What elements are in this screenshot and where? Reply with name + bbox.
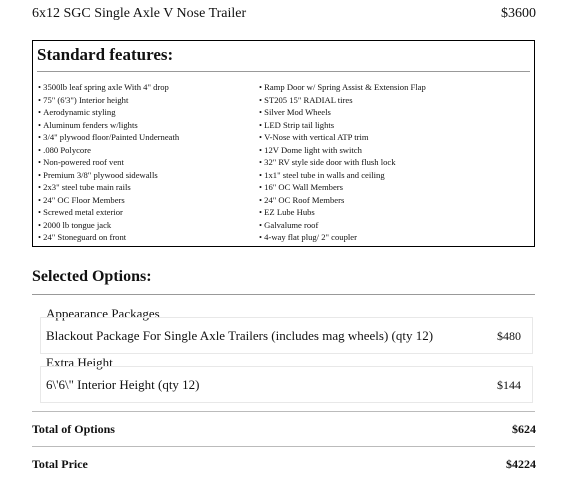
- divider: [37, 71, 530, 72]
- feature-item: • 24" OC Roof Members: [259, 194, 426, 207]
- feature-item: • 24" Stoneguard on front: [38, 231, 179, 244]
- trailer-title: 6x12 SGC Single Axle V Nose Trailer: [32, 6, 247, 21]
- feature-item: • 32" RV style side door with flush lock: [259, 156, 426, 169]
- divider: [32, 411, 535, 412]
- feature-item: • 2000 lb tongue jack: [38, 219, 179, 232]
- feature-item: • Aluminum fenders w/lights: [38, 119, 179, 132]
- feature-item: • 2x3" steel tube main rails: [38, 181, 179, 194]
- feature-item: • 12V Dome light with switch: [259, 144, 426, 157]
- standard-features-title: Standard features:: [37, 45, 174, 64]
- standard-features-box: [32, 40, 535, 247]
- option-price: $480: [497, 329, 521, 343]
- feature-item: • EZ Lube Hubs: [259, 206, 426, 219]
- base-price: $3600: [501, 6, 536, 21]
- feature-item: • Silver Mod Wheels: [259, 106, 426, 119]
- feature-item: • 4-way flat plug/ 2" coupler: [259, 231, 426, 244]
- option-group-title: Extra Height: [46, 355, 113, 370]
- feature-item: • Screwed metal exterior: [38, 206, 179, 219]
- feature-item: • Non-powered roof vent: [38, 156, 179, 169]
- total-price-value: $4224: [506, 457, 536, 471]
- total-price-label: Total Price: [32, 457, 88, 471]
- divider: [32, 294, 535, 295]
- feature-item: • 75" (6'3") Interior height: [38, 94, 179, 107]
- feature-item: • 3/4" plywood floor/Painted Underneath: [38, 131, 179, 144]
- feature-item: • 1x1" steel tube in walls and ceiling: [259, 169, 426, 182]
- option-name: Blackout Package For Single Axle Trailers (includes mag wheels) (qty 12): [46, 328, 434, 343]
- option-group-title: Appearance Packages: [46, 306, 160, 321]
- selected-options-title: Selected Options:: [32, 268, 152, 285]
- option-price: $144: [497, 378, 521, 392]
- features-right-list: [259, 81, 426, 244]
- feature-item: • 16" OC Wall Members: [259, 181, 426, 194]
- feature-item: • ST205 15" RADIAL tires: [259, 94, 426, 107]
- divider: [32, 446, 535, 447]
- total-options-value: $624: [512, 422, 536, 436]
- trailer-header: [32, 6, 536, 24]
- feature-item: • .080 Polycore: [38, 144, 179, 157]
- feature-item: • LED Strip tail lights: [259, 119, 426, 132]
- option-row: [40, 317, 533, 354]
- feature-item: • Premium 3/8" plywood sidewalls: [38, 169, 179, 182]
- features-left-list: [38, 81, 179, 244]
- option-name: 6\'6\" Interior Height (qty 12): [46, 377, 200, 392]
- feature-item: • Ramp Door w/ Spring Assist & Extension Flap: [259, 81, 426, 94]
- feature-item: • 24" OC Floor Members: [38, 194, 179, 207]
- feature-item: • V-Nose with vertical ATP trim: [259, 131, 426, 144]
- feature-item: • 3500lb leaf spring axle With 4" drop: [38, 81, 179, 94]
- option-row: [40, 366, 533, 403]
- feature-item: • Galvalume roof: [259, 219, 426, 232]
- total-options-label: Total of Options: [32, 422, 115, 436]
- feature-item: • Aerodynamic styling: [38, 106, 179, 119]
